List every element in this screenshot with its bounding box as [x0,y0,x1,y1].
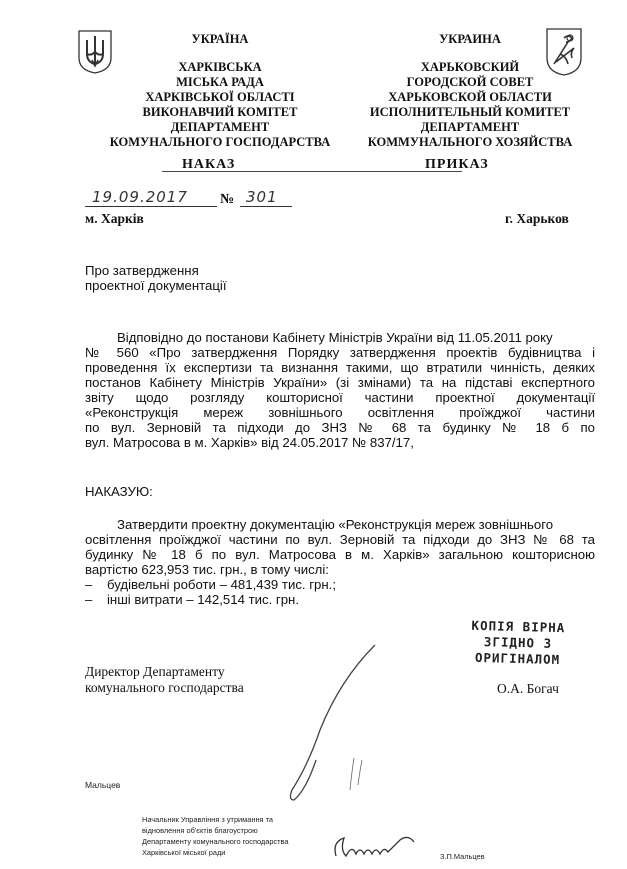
order-line: будинку № 18 б по вул. Матросова в м. Харків» загальною кошторисною [85,547,595,562]
list-item-text: інші витрати – 142,514 тис. грн. [107,592,299,607]
preamble-line: по вул. Зерновій та підходи до ЗНЗ № 68 та будинку № 18 б по [85,420,595,435]
date-handwritten: 19.09.2017 [92,188,188,206]
header-right-line: ГОРОДСКОЙ СОВЕТ [406,75,534,89]
order-line: вартістю 623,953 тис. грн., в тому числі: [85,562,329,577]
signatory-title [85,664,244,696]
header-left-line: ХАРКІВСЬКА [178,60,262,74]
header-right-line: ИСПОЛНИТЕЛЬНЫЙ КОМИТЕТ [369,105,571,119]
subject-line: проектної документації [85,278,227,293]
header-right-line: КОММУНАЛЬНОГО ХОЗЯЙСТВА [367,135,573,149]
order-text [85,517,595,607]
subject [85,263,227,293]
stamp-line: КОПІЯ ВІРНА [471,617,566,636]
order-list-item [85,592,595,607]
list-dash: – [85,592,93,607]
city-right: г. Харьков [505,211,569,226]
doc-type-right: ПРИКАЗ [425,157,489,172]
order-word: НАКАЗУЮ: [85,484,153,499]
order-line: Затвердити проектну документацію «Реконструкція мереж зовнішнього [117,517,554,532]
header-left-line: ВИКОНАВЧИЙ КОМІТЕТ [142,105,298,119]
header-rule [162,171,462,172]
header-left [100,32,340,150]
number-sign: № [220,192,235,207]
preamble-line: вул. Матросова в м. Харків» від 24.05.2017 № 837/17, [85,435,414,450]
executor: Мальцев [85,780,121,790]
approval-line: відновлення об'єктів благоустрою [142,826,258,835]
preamble-line: «Реконструкція мереж зовнішнього освітлення проїжджої частини [85,405,595,420]
preamble-line: Відповідно до постанови Кабінету Міністрів України від 11.05.2011 року [117,330,553,345]
header-left-line: КОМУНАЛЬНОГО ГОСПОДАРСТВА [109,135,331,149]
approval-name: З.П.Мальцев [440,852,485,861]
header-right-line: ХАРЬКОВСКОЙ ОБЛАСТИ [388,90,552,104]
signatory-title-line: Директор Департаменту [85,664,225,679]
list-dash: – [85,577,93,592]
order-line: освітлення проїжджої частини по вул. Зерновій та підходи до ЗНЗ № 68 та [85,532,595,547]
number-underline [240,206,292,207]
date-underline [85,206,217,207]
header-right [350,32,590,150]
signatory-name: О.А. Богач [497,681,559,696]
stamp-line: ОРИГІНАЛОМ [474,649,561,668]
preamble-line: проведення їх експертизи та визнання такими, що втратили чинність, деяких [85,360,595,375]
preamble [85,330,595,450]
header-right-line: ДЕПАРТАМЕНТ [420,120,520,134]
header-right-country: УКРАИНА [439,32,501,46]
order-list-item [85,577,595,592]
approval-line: Начальник Управління з утримання та [142,815,274,824]
header-left-country: УКРАЇНА [191,32,249,46]
doc-type-left: НАКАЗ [182,157,236,172]
city-left: м. Харків [85,211,144,226]
approval-line: Департаменту комунального господарства [142,837,289,846]
header-right-line: ХАРЬКОВСКИЙ [420,60,520,74]
copy-stamp [462,618,573,669]
signature-icon [330,830,420,864]
preamble-line: постанов Кабінету Міністрів України» (зі змінами) та на підставі експертного [85,375,595,390]
approval-block [142,814,288,858]
approval-line: Харківської міської ради [142,848,226,857]
preamble-line: № 560 «Про затвердження Порядку затвердження проектів будівництва і [85,345,595,360]
number-handwritten: 301 [246,188,278,206]
signature-icon [280,640,390,840]
signatory-title-line: комунального господарства [85,680,244,695]
header-left-line: ХАРКІВСЬКОЇ ОБЛАСТІ [145,90,295,104]
header-left-line: ДЕПАРТАМЕНТ [170,120,270,134]
preamble-line: звіту щодо розгляду кошторисної частини проектної документації [85,390,595,405]
list-item-text: будівельні роботи – 481,439 тис. грн.; [107,577,336,592]
header-left-line: МІСЬКА РАДА [176,75,264,89]
subject-line: Про затвердження [85,263,199,278]
stamp-line: ЗГІДНО З [483,634,553,651]
